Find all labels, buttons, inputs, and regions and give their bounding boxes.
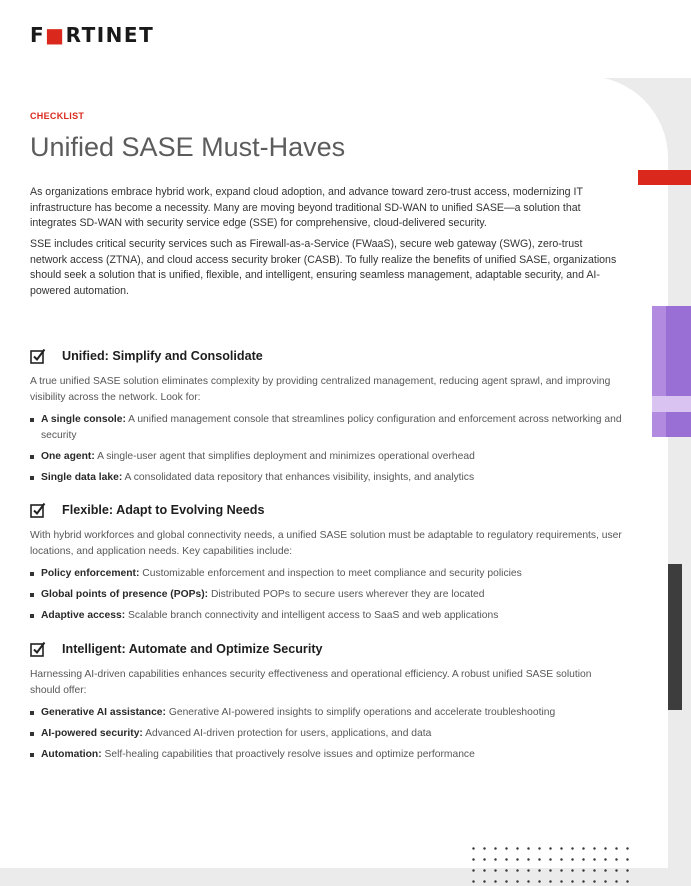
item-text: A single-user agent that simplifies deployment and minimizes operational overhead <box>94 450 475 462</box>
item-text: Customizable enforcement and inspection to meet compliance and security policies <box>139 568 522 579</box>
item-text: Generative AI-powered insights to simplify operations and accelerate troubleshooting <box>165 707 556 718</box>
list-item <box>30 587 622 603</box>
intro-paragraph: As organizations embrace hybrid work, expand cloud adoption, and advance toward zero-trust access, modernizing IT infrastructure has become a necessity. Many are moving beyond traditional SD-WAN to unified SASE—a solution that integrates SD-WAN with security service edge (SSE) for comprehensive, cloud-delivered security. <box>30 186 583 229</box>
bullet-icon <box>30 572 34 576</box>
header-band <box>0 0 691 78</box>
bullet-icon <box>30 593 34 597</box>
purple-accent-segment <box>652 396 691 412</box>
page-title: Unified SASE Must-Haves <box>30 132 346 162</box>
bullet-list <box>30 566 622 624</box>
list-item <box>30 705 622 721</box>
item-term: Global points of presence (POPs): <box>41 588 209 600</box>
section-flexible <box>30 500 622 628</box>
item-text: A unified management console that streamlines policy configuration and enforcement across networking and security <box>41 414 622 441</box>
checkbox-checked-icon <box>30 348 46 364</box>
bullet-icon <box>30 614 34 618</box>
list-item <box>30 726 622 742</box>
item-term: Automation: <box>41 748 102 760</box>
item-term: Policy enforcement: <box>41 568 140 579</box>
logo-suffix: RTINET <box>65 23 155 47</box>
bullet-icon <box>30 476 34 480</box>
item-text: A consolidated data repository that enhances visibility, insights, and analytics <box>122 471 475 483</box>
dark-accent-bar <box>668 564 682 710</box>
item-text: Distributed POPs to secure users wherever they are located <box>208 588 485 600</box>
item-term: One agent: <box>41 450 95 462</box>
section-description: Harnessing AI-driven capabilities enhances security effectiveness and operational efficiency. A robust unified SASE solution should offer: <box>30 669 592 696</box>
list-item <box>30 470 622 486</box>
red-accent-bar <box>638 170 691 185</box>
list-item <box>30 566 622 582</box>
item-term: Generative AI assistance: <box>41 707 166 718</box>
item-term: Adaptive access: <box>41 609 126 621</box>
logo-prefix: F <box>30 23 46 47</box>
item-text: Advanced AI-driven protection for users, applications, and data <box>142 727 432 739</box>
section-intelligent <box>30 639 622 767</box>
eyebrow-label: CHECKLIST <box>30 111 85 121</box>
bullet-icon <box>30 418 34 422</box>
dot-grid-pattern <box>468 843 633 883</box>
bullet-list <box>30 705 622 763</box>
item-text: Scalable branch connectivity and intelligent access to SaaS and web applications <box>125 609 499 621</box>
section-description: With hybrid workforces and global connectivity needs, a unified SASE solution must be adaptable to regulatory requirements, user locations, and application needs. Key capabilities include: <box>30 530 622 557</box>
bullet-icon <box>30 732 34 736</box>
section-unified <box>30 346 622 490</box>
purple-accent-segment <box>666 306 691 396</box>
item-term: Single data lake: <box>41 471 123 483</box>
checkbox-checked-icon <box>30 641 46 657</box>
purple-accent-block <box>652 306 691 437</box>
bullet-icon <box>30 753 34 757</box>
list-item <box>30 412 622 444</box>
list-item <box>30 608 622 624</box>
list-item <box>30 449 622 465</box>
section-title: Intelligent: Automate and Optimize Security <box>62 642 323 656</box>
purple-accent-segment <box>666 412 691 437</box>
item-text: Self-healing capabilities that proactively resolve issues and optimize performance <box>101 748 475 760</box>
logo-mark: ■ <box>45 23 66 47</box>
fortinet-logo <box>30 24 154 46</box>
section-title: Flexible: Adapt to Evolving Needs <box>62 503 265 517</box>
bullet-icon <box>30 455 34 459</box>
bullet-list <box>30 412 622 486</box>
list-item <box>30 747 622 763</box>
section-title: Unified: Simplify and Consolidate <box>62 349 263 363</box>
item-term: AI-powered security: <box>41 727 143 739</box>
section-description: A true unified SASE solution eliminates complexity by providing centralized management, reducing agent sprawl, and improving visibility across the network. Look for: <box>30 376 611 403</box>
bullet-icon <box>30 711 34 715</box>
intro-paragraph: SSE includes critical security services such as Firewall-as-a-Service (FWaaS), secure web gateway (SWG), zero-trust network access (ZTNA), and cloud access security broker (CASB). To fully realize the benefits of unified SASE, organizations should seek a solution that is unified, flexible, and intelligent, ensuring seamless management, adaptable security, and AI-powered automation. <box>30 238 617 297</box>
checkbox-checked-icon <box>30 502 46 518</box>
item-term: A single console: <box>41 414 126 425</box>
